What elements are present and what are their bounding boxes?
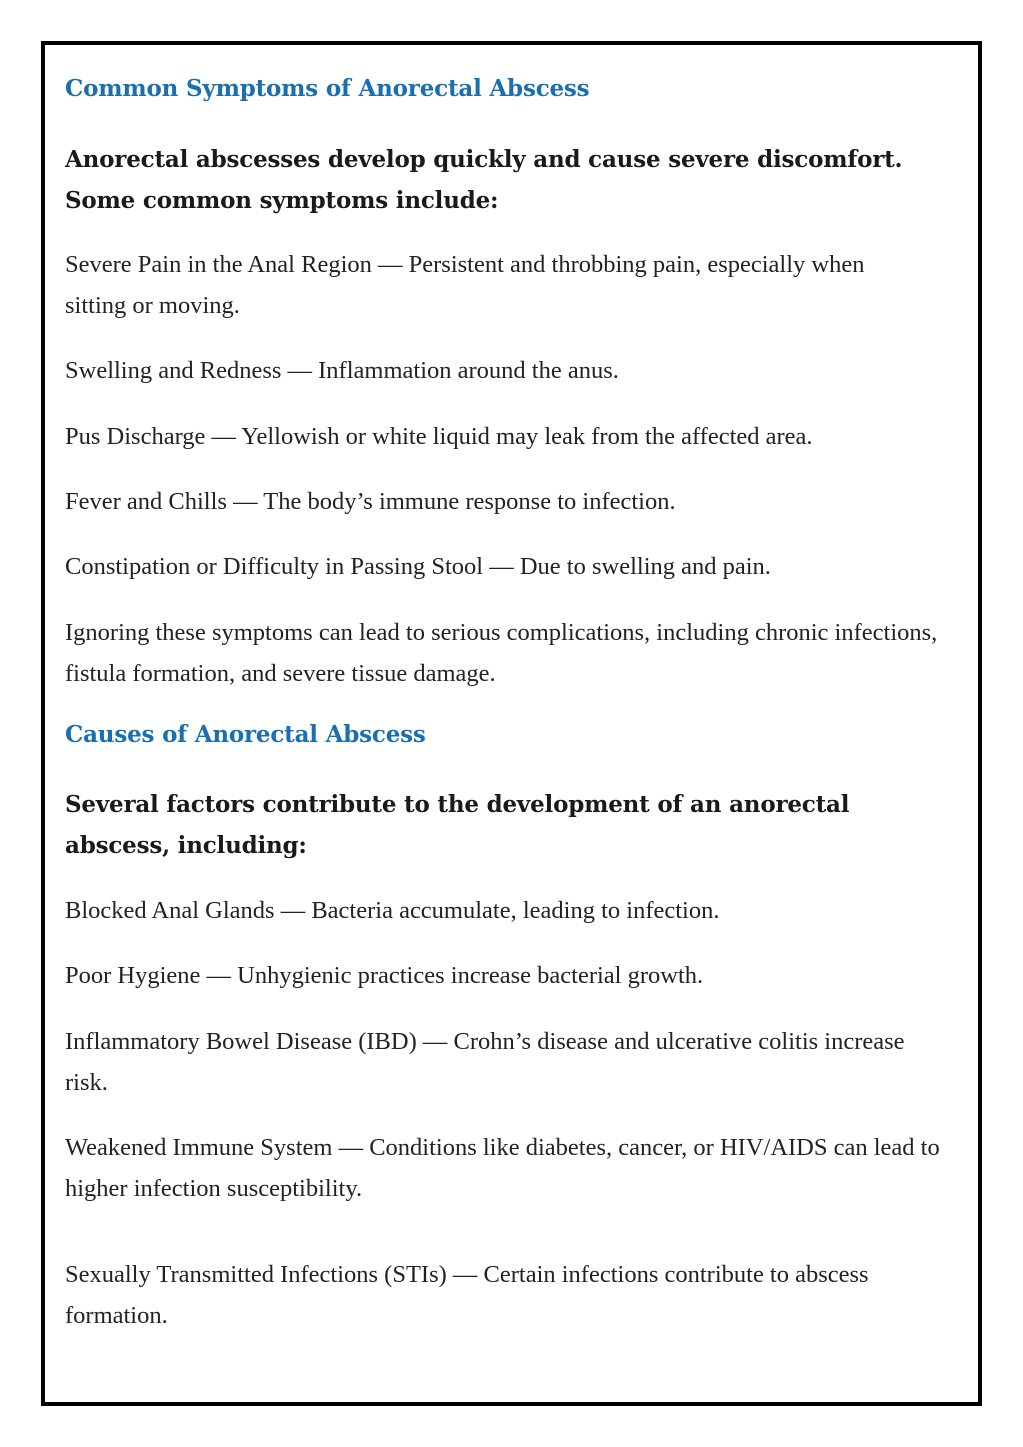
cause-item: Sexually Transmitted Infections (STIs) — Certain infections contribute to abscess formation. (65, 1261, 869, 1329)
page-frame (41, 41, 982, 1406)
symptoms-lead: Anorectal abscesses develop quickly and cause severe discomfort. Some common symptoms include: (65, 146, 903, 214)
symptom-item: Pus Discharge — Yellowish or white liquid may leak from the affected area. (65, 423, 813, 450)
symptom-item: Constipation or Difficulty in Passing Stool — Due to swelling and pain. (65, 553, 771, 580)
cause-item: Weakened Immune System — Conditions like diabetes, cancer, or HIV/AIDS can lead to higher infection susceptibility. (65, 1134, 940, 1202)
symptoms-heading: Common Symptoms of Anorectal Abscess (65, 75, 590, 102)
causes-lead: Several factors contribute to the development of an anorectal abscess, including: (65, 791, 850, 859)
symptoms-warning: Ignoring these symptoms can lead to serious complications, including chronic infections, fistula formation, and severe tissue damage. (65, 619, 938, 687)
cause-item: Poor Hygiene — Unhygienic practices increase bacterial growth. (65, 962, 704, 989)
cause-item: Inflammatory Bowel Disease (IBD) — Crohn’s disease and ulcerative colitis increase risk. (65, 1028, 905, 1096)
symptom-item: Swelling and Redness — Inflammation around the anus. (65, 357, 619, 384)
symptom-item: Fever and Chills — The body’s immune response to infection. (65, 488, 676, 515)
symptom-item: Severe Pain in the Anal Region — Persistent and throbbing pain, especially when sitting or moving. (65, 251, 865, 319)
causes-heading: Causes of Anorectal Abscess (65, 721, 426, 748)
cause-item: Blocked Anal Glands — Bacteria accumulate, leading to infection. (65, 897, 720, 924)
